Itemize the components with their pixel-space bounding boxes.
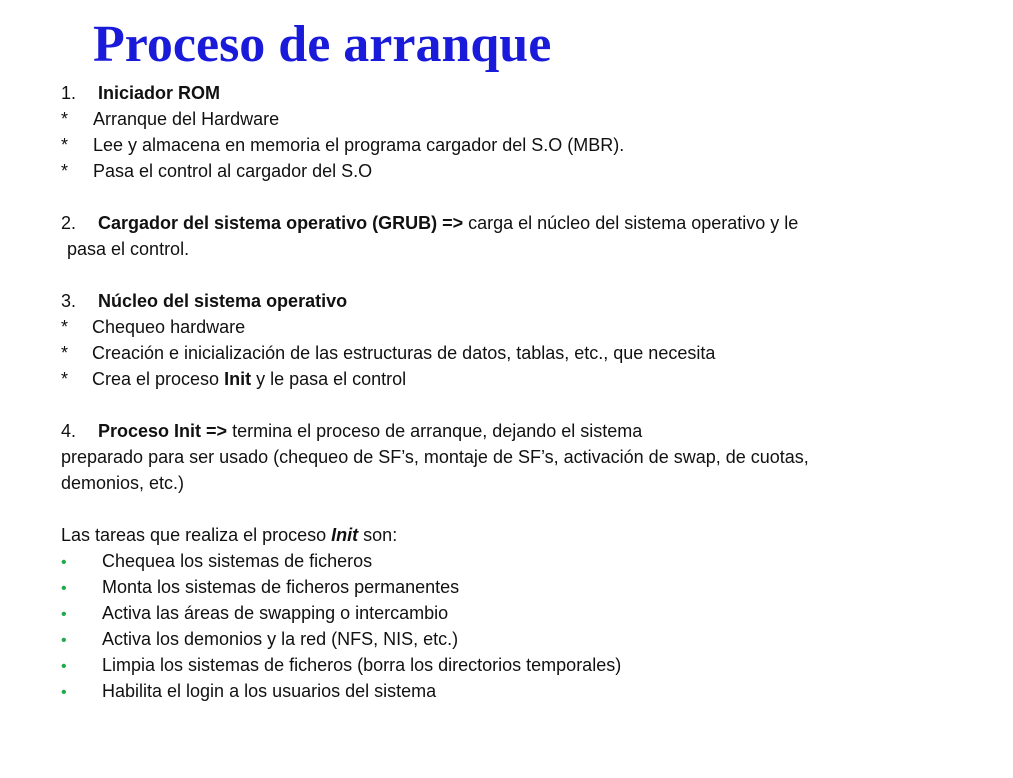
section-4-heading bbox=[61, 418, 1001, 444]
section-1-item bbox=[61, 158, 1001, 184]
init-keyword: Init bbox=[224, 369, 252, 389]
section-3-title: Núcleo del sistema operativo bbox=[98, 291, 348, 311]
section-4-title: Proceso Init => bbox=[98, 421, 228, 441]
task-item-text: Monta los sistemas de ficheros permanentes bbox=[102, 577, 460, 597]
section-1-item-text: Pasa el control al cargador del S.O bbox=[93, 161, 373, 181]
section-3-item bbox=[61, 314, 1001, 340]
section-3-number: 3. bbox=[61, 291, 77, 311]
section-4-text-end: demonios, etc.) bbox=[61, 473, 185, 493]
task-item-text: Chequea los sistemas de ficheros bbox=[102, 551, 373, 571]
bullet-icon: • bbox=[61, 632, 67, 649]
task-item bbox=[61, 626, 1001, 652]
section-2-text: carga el núcleo del sistema operativo y le bbox=[463, 213, 799, 233]
bullet-icon: • bbox=[61, 580, 67, 597]
star-marker: * bbox=[61, 135, 69, 155]
slide-content bbox=[61, 80, 1001, 704]
section-3-item bbox=[61, 366, 1001, 392]
slide-title: Proceso de arranque bbox=[93, 16, 552, 73]
bullet-icon: • bbox=[61, 658, 67, 675]
task-item-text: Activa los demonios y la red (NFS, NIS, etc.) bbox=[102, 629, 459, 649]
section-2-heading bbox=[61, 210, 1001, 236]
section-4-text-continued: preparado para ser usado (chequeo de SF’s, montaje de SF’s, activación de swap, de cuotas, bbox=[61, 447, 809, 467]
section-1-heading bbox=[61, 80, 1001, 106]
task-item-text: Habilita el login a los usuarios del sistema bbox=[102, 681, 437, 701]
section-1-item bbox=[61, 132, 1001, 158]
task-item bbox=[61, 574, 1001, 600]
section-4-text: termina el proceso de arranque, dejando el sistema bbox=[227, 421, 643, 441]
bullet-icon: • bbox=[61, 554, 67, 571]
tasks-intro bbox=[61, 522, 1001, 548]
tasks-intro-end: son: bbox=[358, 525, 398, 545]
section-2-number: 2. bbox=[61, 213, 77, 233]
section-4-number: 4. bbox=[61, 421, 77, 441]
star-marker: * bbox=[61, 161, 69, 181]
tasks-intro-text: Las tareas que realiza el proceso bbox=[61, 525, 332, 545]
init-keyword: Init bbox=[331, 525, 359, 545]
task-item bbox=[61, 600, 1001, 626]
task-item-text: Activa las áreas de swapping o intercambio bbox=[102, 603, 449, 623]
star-marker: * bbox=[61, 343, 69, 363]
star-marker: * bbox=[61, 317, 69, 337]
section-1-item-text: Lee y almacena en memoria el programa cargador del S.O (MBR). bbox=[93, 135, 625, 155]
task-item bbox=[61, 652, 1001, 678]
section-3-item-text: Crea el proceso bbox=[92, 369, 225, 389]
section-1-number: 1. bbox=[61, 83, 77, 103]
bullet-icon: • bbox=[61, 684, 67, 701]
section-1-title: Iniciador ROM bbox=[98, 83, 221, 103]
section-1-item-text: Arranque del Hardware bbox=[93, 109, 280, 129]
bullet-icon: • bbox=[61, 606, 67, 623]
task-item bbox=[61, 548, 1001, 574]
task-item bbox=[61, 678, 1001, 704]
task-item-text: Limpia los sistemas de ficheros (borra los directorios temporales) bbox=[102, 655, 622, 675]
section-3-item-text-end: y le pasa el control bbox=[251, 369, 407, 389]
section-3-item bbox=[61, 340, 1001, 366]
section-3-item-text: Creación e inicialización de las estructuras de datos, tablas, etc., que necesita bbox=[92, 343, 716, 363]
star-marker: * bbox=[61, 109, 69, 129]
section-2-text-continued: pasa el control. bbox=[67, 239, 190, 259]
section-1-item bbox=[61, 106, 1001, 132]
section-2-title: Cargador del sistema operativo (GRUB) => bbox=[98, 213, 464, 233]
section-3-item-text: Chequeo hardware bbox=[92, 317, 246, 337]
section-3-heading bbox=[61, 288, 1001, 314]
star-marker: * bbox=[61, 369, 69, 389]
